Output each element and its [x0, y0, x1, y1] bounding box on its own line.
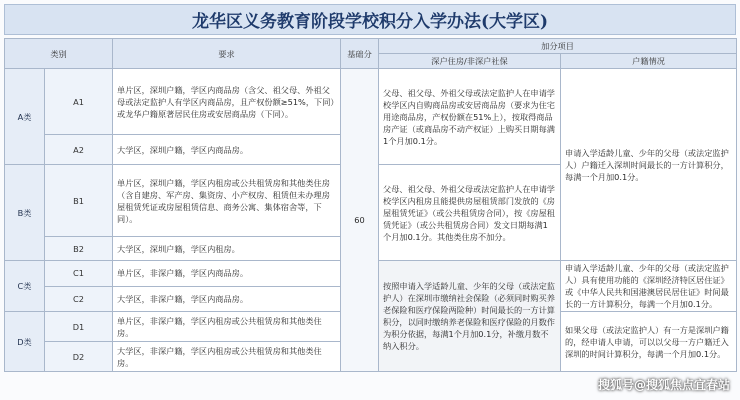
- bonus-hukou-c: 申请入学适龄儿童、少年的父母（或法定监护人）具有使用功能的《深圳经济特区居住证》或《中华人民共和国港澳居民居住证》时间最长的一方计算积分，每满一个月加0.1分。: [561, 261, 737, 312]
- header-housing-social: 深户住房/非深户社保: [379, 54, 561, 69]
- category-c: C类: [5, 261, 45, 312]
- bonus-hukou-ab: 申请入学适龄儿童、少年的父母（或法定监护人）户籍迁入深圳时间最长的一方计算积分，每满一个月加0.1分。: [561, 69, 737, 261]
- subcategory-c2: C2: [45, 286, 113, 312]
- subcategory-a2: A2: [45, 135, 113, 165]
- bonus-social-cd: 按照申请入学适龄儿童、少年的父母（或法定监护人）在深圳市缴纳社会保险（必须同时购买养老保险和医疗保险两险种）时间最长的一方计算积分，以同时缴纳养老保险和医疗保险的月数作为积分依据，每满1个月加0.1分，补缴月数不纳入积分。: [379, 261, 561, 372]
- table-row: [5, 69, 737, 135]
- requirement-c1: 单片区，非深户籍，学区内商品房。: [113, 261, 341, 287]
- requirement-b1: 单片区，深圳户籍，学区内租房或公共租赁房和其他类住房（含自建房、军产房、集资房、小产权房、租赁但未办理房屋租赁凭证或房屋租赁信息、商务公寓、集体宿舍等，下同）。: [113, 165, 341, 237]
- requirement-d2: 大学区，非深户籍，学区内租房或公共租赁房和其他类住房。: [113, 342, 341, 372]
- subcategory-d2: D2: [45, 342, 113, 372]
- header-category: 类别: [5, 39, 113, 69]
- header-row-1: [5, 39, 737, 54]
- requirement-a2: 大学区，深圳户籍，学区内商品房。: [113, 135, 341, 165]
- requirement-a1: 单片区，深圳户籍，学区内商品房（含父、祖父母、外祖父母或法定监护人有学区内商品房，且产权份额≥51%，下同）或龙华户籍原著居民住房或安居商品房（下同）。: [113, 69, 341, 135]
- category-a: A类: [5, 69, 45, 165]
- subcategory-b1: B1: [45, 165, 113, 237]
- header-hukou: 户籍情况: [561, 54, 737, 69]
- bonus-housing-b: 父母、祖父母、外祖父母或法定监护人在申请学校学区内租房且能提供房屋租赁部门发放的《房屋租赁凭证》（或公共租赁房合同），按《房屋租赁凭证》（或公共租赁房合同）发文日期每满1个月加0.1分。其他类住房不加分。: [379, 165, 561, 261]
- header-base-score: 基础分: [341, 39, 379, 69]
- requirement-c2: 大学区，非深户籍，学区内商品房。: [113, 286, 341, 312]
- enrollment-table: [4, 38, 737, 372]
- bonus-housing-a: 父母、祖父母、外祖父母或法定监护人在申请学校学区内自购商品房或安居商品房（要求为住宅用途商品房，产权份额在51%上），按取得商品房产证（或商品房不动产权证）上购买日期每满1个月加0.1分。: [379, 69, 561, 165]
- watermark: 搜狐号@搜狐焦点宜春站: [597, 378, 730, 392]
- category-d: D类: [5, 312, 45, 372]
- subcategory-b2: B2: [45, 237, 113, 261]
- title-bar: [4, 4, 736, 35]
- category-b: B类: [5, 165, 45, 261]
- subcategory-d1: D1: [45, 312, 113, 342]
- header-requirement: 要求: [113, 39, 341, 69]
- subcategory-c1: C1: [45, 261, 113, 287]
- bonus-hukou-d: 如果父母（或法定监护人）有一方是深圳户籍的，经申请人申请，可以以父母一方户籍迁入深圳的时间计算积分，每满一个月加0.1分。: [561, 312, 737, 372]
- subcategory-a1: A1: [45, 69, 113, 135]
- base-score-value: 60: [341, 69, 379, 372]
- header-bonus: 加分项目: [379, 39, 737, 54]
- page-title: 龙华区义务教育阶段学校积分入学办法(大学区): [191, 12, 549, 32]
- requirement-b2: 大学区，深圳户籍，学区内租房。: [113, 237, 341, 261]
- requirement-d1: 单片区，非深户籍，学区内租房或公共租赁房和其他类住房。: [113, 312, 341, 342]
